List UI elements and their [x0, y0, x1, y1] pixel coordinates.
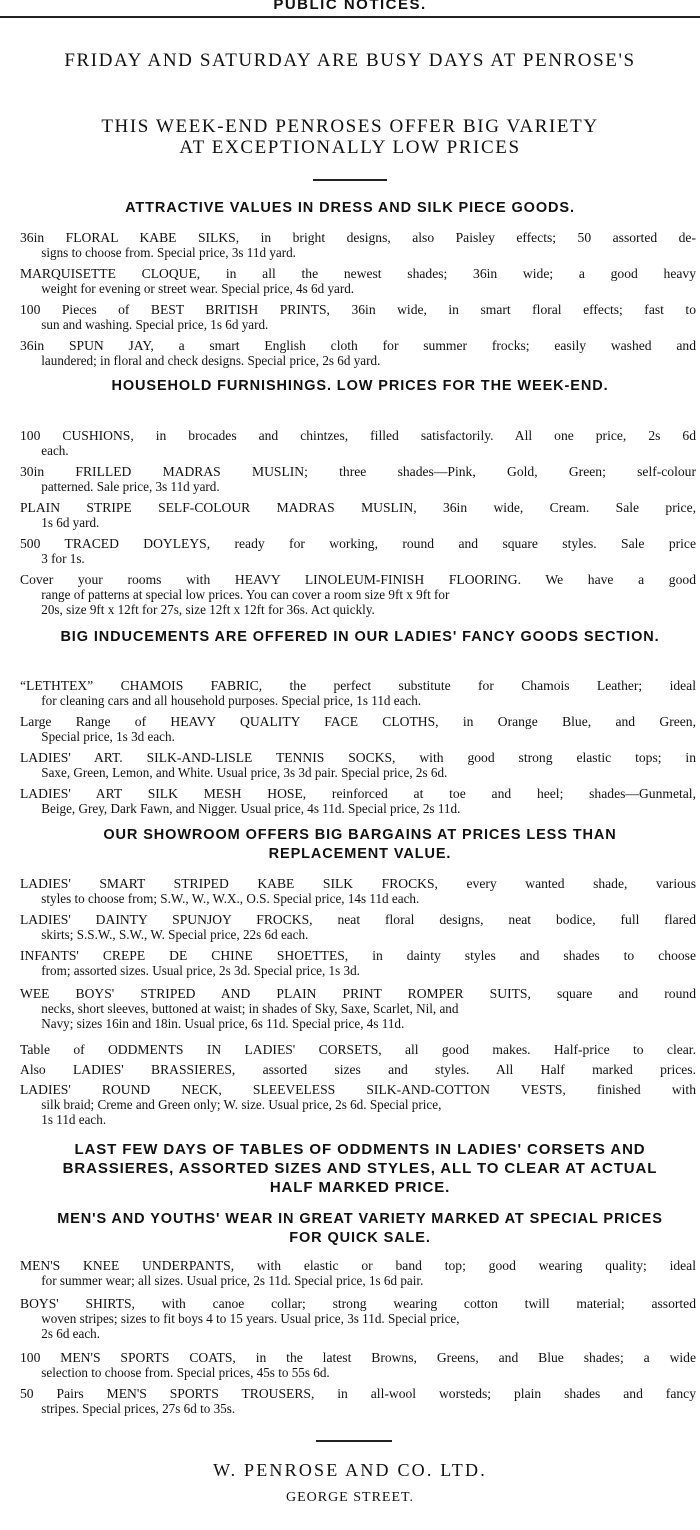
item-line: 3 for 1s.	[41, 551, 85, 566]
headline-busy-days: FRIDAY AND SATURDAY ARE BUSY DAYS AT PENROSE'S	[64, 50, 636, 71]
item-line: laundered; in floral and check designs. Special price, 2s 6d yard.	[41, 353, 381, 368]
item-line: skirts; S.S.W., S.W., W. Special price, 22s 6d each.	[41, 927, 309, 942]
item-line: Special price, 1s 3d each.	[41, 729, 175, 744]
item-line: MARQUISETTE CLOQUE, in all the newest shades; 36in wide; a good heavy	[20, 266, 696, 281]
item-line: 30in FRILLED MADRAS MUSLIN; three shades—Pink, Gold, Green; self-colour	[20, 464, 696, 479]
item-line: Table of ODDMENTS IN LADIES' CORSETS, all good makes. Half-price to clear.	[20, 1042, 696, 1057]
advert-item	[20, 948, 696, 978]
advert-item	[20, 1386, 696, 1416]
item-line: sun and washing. Special price, 1s 6d yard.	[41, 317, 269, 332]
advert-item	[20, 1062, 696, 1077]
item-line: Saxe, Green, Lemon, and White. Usual price, 3s 3d pair. Special price, 2s 6d.	[41, 765, 448, 780]
item-line: PLAIN STRIPE SELF-COLOUR MADRAS MUSLIN, 36in wide, Cream. Sale price,	[20, 500, 696, 515]
section-heading: OUR SHOWROOM OFFERS BIG BARGAINS AT PRICES LESS THAN REPLACEMENT VALUE.	[103, 827, 617, 862]
item-line: 2s 6d each.	[41, 1326, 101, 1341]
item-line: LADIES' ROUND NECK, SLEEVELESS SILK-AND-COTTON VESTS, finished with	[20, 1082, 696, 1097]
item-line: 100 MEN'S SPORTS COATS, in the latest Browns, Greens, and Blue shades; a wide	[20, 1350, 696, 1365]
item-line: BOYS' SHIRTS, with canoe collar; strong wearing cotton twill material; assorted	[20, 1296, 696, 1311]
item-line: woven stripes; sizes to fit boys 4 to 15 years. Usual price, 3s 11d. Special price,	[41, 1311, 460, 1326]
divider-rule	[316, 1440, 392, 1442]
item-line: 1s 6d yard.	[41, 515, 100, 530]
item-line: selection to choose from. Special prices, 45s to 55s 6d.	[41, 1365, 330, 1380]
item-line: patterned. Sale price, 3s 11d yard.	[41, 479, 220, 494]
item-line: Also LADIES' BRASSIERES, assorted sizes and styles. All Half marked prices.	[20, 1062, 696, 1077]
item-line: each.	[41, 443, 69, 458]
company-address: GEORGE STREET.	[285, 1490, 415, 1505]
item-line: LADIES' DAINTY SPUNJOY FROCKS, neat floral designs, neat bodice, full flared	[20, 912, 696, 927]
item-line: Beige, Grey, Dark Fawn, and Nigger. Usual price, 4s 11d. Special price, 2s 11d.	[41, 801, 461, 816]
section-label: PUBLIC NOTICES.	[273, 0, 427, 13]
company-name: W. PENROSE AND CO. LTD.	[213, 1460, 487, 1480]
section-heading: BIG INDUCEMENTS ARE OFFERED IN OUR LADIES' FANCY GOODS SECTION.	[60, 629, 660, 645]
advert-item	[20, 230, 696, 260]
advert-item	[20, 428, 696, 458]
item-line: 36in FLORAL KABE SILKS, in bright designs, also Paisley effects; 50 assorted de-	[20, 230, 696, 245]
item-line: range of patterns at special low prices. You can cover a room size 9ft x 9ft for	[41, 587, 450, 602]
item-line: styles to choose from; S.W., W., W.X., O.S. Special price, 14s 11d each.	[41, 891, 420, 906]
item-line: stripes. Special prices, 27s 6d to 35s.	[41, 1401, 236, 1416]
item-line: 100 Pieces of BEST BRITISH PRINTS, 36in wide, in smart floral effects; fast to	[20, 302, 696, 317]
headline-low-prices: AT EXCEPTIONALLY LOW PRICES	[179, 137, 521, 158]
item-line: WEE BOYS' STRIPED AND PLAIN PRINT ROMPER SUITS, square and round	[20, 986, 696, 1001]
item-line: for summer wear; all sizes. Usual price, 2s 11d. Special price, 1s 6d pair.	[41, 1273, 424, 1288]
item-line: necks, short sleeves, buttoned at waist; in shades of Sky, Saxe, Scarlet, Nil, and	[41, 1001, 459, 1016]
section-heading: HOUSEHOLD FURNISHINGS. LOW PRICES FOR THE WEEK-END.	[111, 378, 609, 394]
advert-item	[20, 1258, 696, 1288]
advert-item	[20, 464, 696, 494]
item-line: 36in SPUN JAY, a smart English cloth for summer frocks; easily washed and	[20, 338, 696, 353]
advert-item	[20, 338, 696, 368]
advert-item	[20, 750, 696, 780]
advert-item	[20, 1082, 696, 1127]
section-heading: LAST FEW DAYS OF TABLES OF ODDMENTS IN LADIES' CORSETS AND BRASSIERES, ASSORTED SIZES AND STYLES, ALL TO CLEAR AT ACTUAL HALF MARKED PRICE.	[62, 1141, 658, 1196]
item-line: signs to choose from. Special price, 3s 11d yard.	[41, 245, 296, 260]
advert-item	[20, 678, 696, 708]
headline-big-variety: THIS WEEK-END PENROSES OFFER BIG VARIETY	[101, 116, 599, 137]
item-line: Navy; sizes 16in and 18in. Usual price, 6s 11d. Special price, 4s 11d.	[41, 1016, 405, 1031]
item-line: Large Range of HEAVY QUALITY FACE CLOTHS, in Orange Blue, and Green,	[20, 714, 696, 729]
item-line: from; assorted sizes. Usual price, 2s 3d. Special price, 1s 3d.	[41, 963, 360, 978]
advert-item	[20, 1296, 696, 1341]
item-line: 100 CUSHIONS, in brocades and chintzes, filled satisfactorily. All one price, 2s 6d	[20, 428, 696, 443]
item-line: LADIES' ART. SILK-AND-LISLE TENNIS SOCKS, with good strong elastic tops; in	[20, 750, 696, 765]
advert-item	[20, 536, 696, 566]
item-line: “LETHTEX” CHAMOIS FABRIC, the perfect substitute for Chamois Leather; ideal	[20, 678, 696, 693]
item-line: INFANTS' CREPE DE CHINE SHOETTES, in dainty styles and shades to choose	[20, 948, 696, 963]
advert-item	[20, 500, 696, 530]
item-line: silk braid; Creme and Green only; W. size. Usual price, 2s 6d. Special price,	[41, 1097, 442, 1112]
advert-item	[20, 912, 696, 942]
advert-item	[20, 1042, 696, 1057]
section-heading: ATTRACTIVE VALUES IN DRESS AND SILK PIECE GOODS.	[125, 200, 575, 216]
advert-item	[20, 714, 696, 744]
section-heading: MEN'S AND YOUTHS' WEAR IN GREAT VARIETY MARKED AT SPECIAL PRICES FOR QUICK SALE.	[57, 1211, 663, 1246]
item-line: 50 Pairs MEN'S SPORTS TROUSERS, in all-wool worsteds; plain shades and fancy	[20, 1386, 696, 1401]
item-line: weight for evening or street wear. Special price, 4s 6d yard.	[41, 281, 355, 296]
item-line: 20s, size 9ft x 12ft for 27s, size 12ft x 12ft for 36s. Act quickly.	[41, 602, 375, 617]
advert-item	[20, 1350, 696, 1380]
top-rule	[0, 16, 700, 18]
item-line: for cleaning cars and all household purposes. Special price, 1s 11d each.	[41, 693, 422, 708]
advert-item	[20, 876, 696, 906]
advert-item	[20, 302, 696, 332]
advert-item	[20, 986, 696, 1031]
item-line: 500 TRACED DOYLEYS, ready for working, round and square styles. Sale price	[20, 536, 696, 551]
divider-rule	[313, 179, 387, 181]
item-line: MEN'S KNEE UNDERPANTS, with elastic or band top; good wearing quality; ideal	[20, 1258, 696, 1273]
item-line: 1s 11d each.	[41, 1112, 107, 1127]
item-line: LADIES' SMART STRIPED KABE SILK FROCKS, every wanted shade, various	[20, 876, 696, 891]
item-line: LADIES' ART SILK MESH HOSE, reinforced at toe and heel; shades—Gunmetal,	[20, 786, 696, 801]
advert-item	[20, 572, 696, 617]
advert-item	[20, 266, 696, 296]
advert-item	[20, 786, 696, 816]
item-line: Cover your rooms with HEAVY LINOLEUM-FINISH FLOORING. We have a good	[20, 572, 696, 587]
